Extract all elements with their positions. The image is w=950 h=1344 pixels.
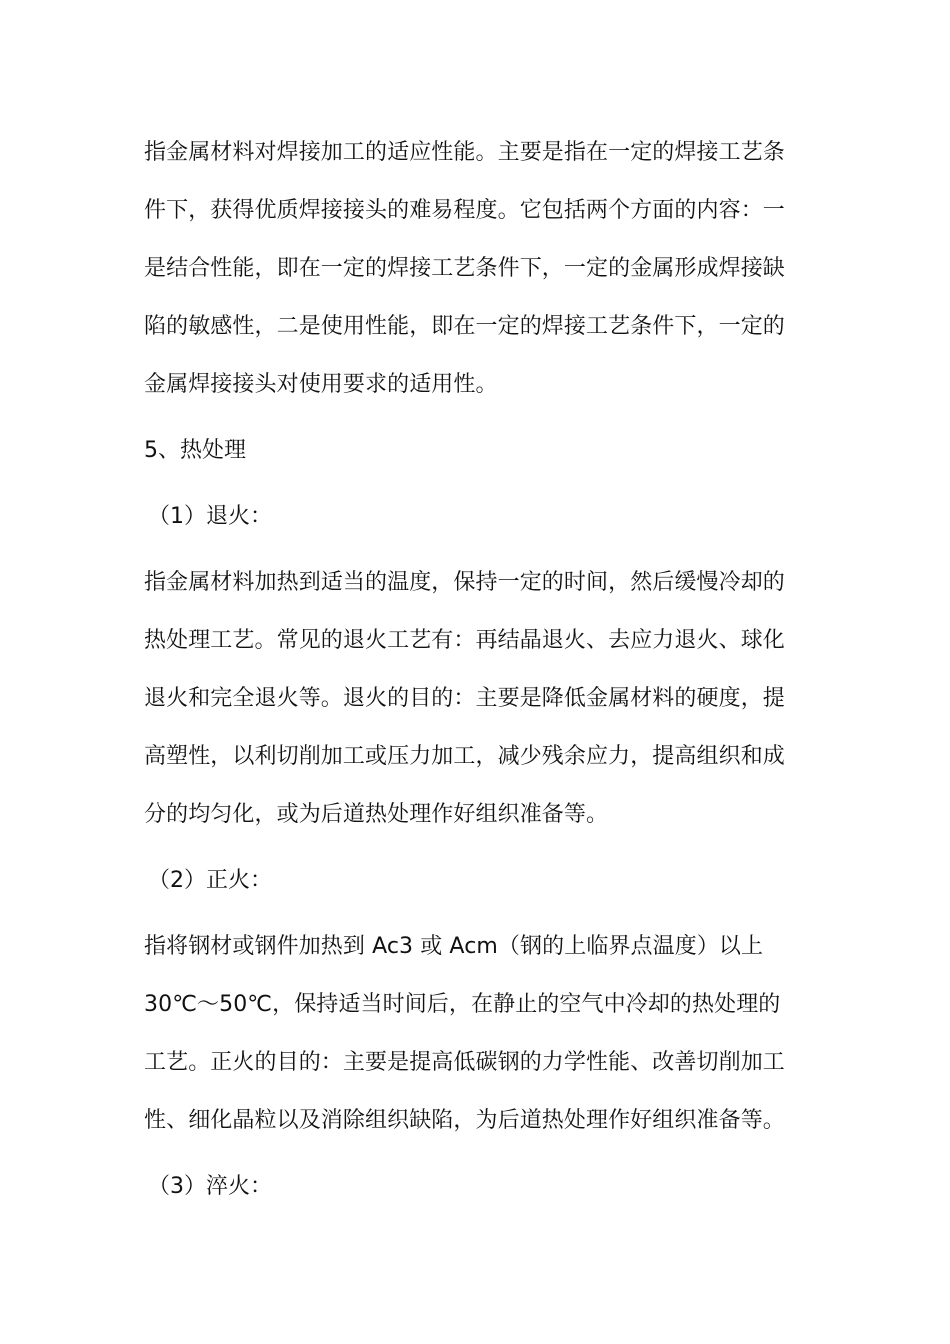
subsection-title-quenching: （3）淬火：	[148, 1174, 272, 1199]
text-line: 分的均匀化，或为后道热处理作好组织准备等。	[144, 802, 609, 827]
text-line: 热处理工艺。常见的退火工艺有：再结晶退火、去应力退火、球化	[144, 628, 785, 653]
intro-paragraph	[144, 124, 794, 414]
subsection-title-normalizing: （2）正火：	[148, 868, 272, 893]
text-line: 指金属材料加热到适当的温度，保持一定的时间，然后缓慢冷却的	[144, 570, 785, 595]
annealing-paragraph	[144, 554, 794, 844]
normalizing-paragraph	[144, 918, 794, 1150]
document-content	[144, 124, 794, 1216]
text-line: 退火和完全退火等。退火的目的：主要是降低金属材料的硬度，提	[144, 686, 785, 711]
text-line: 件下，获得优质焊接接头的难易程度。它包括两个方面的内容：一	[144, 198, 785, 223]
text-line: 指金属材料对焊接加工的适应性能。主要是指在一定的焊接工艺条	[144, 140, 785, 165]
text-line: 高塑性，以利切削加工或压力加工，减少残余应力，提高组织和成	[144, 744, 785, 769]
spacer	[144, 910, 794, 918]
spacer	[144, 844, 794, 852]
text-line: 指将钢材或钢件加热到 Ac3 或 Acm（钢的上临界点温度）以上	[144, 934, 764, 959]
section-heading: 5、热处理	[144, 438, 246, 463]
text-line: 金属焊接接头对使用要求的适用性。	[144, 372, 498, 397]
subsection-title-annealing: （1）退火：	[148, 504, 272, 529]
text-line: 性、细化晶粒以及消除组织缺陷，为后道热处理作好组织准备等。	[144, 1108, 785, 1133]
spacer	[144, 1150, 794, 1158]
spacer	[144, 546, 794, 554]
text-line: 陷的敏感性，二是使用性能，即在一定的焊接工艺条件下，一定的	[144, 314, 785, 339]
text-line: 30℃～50℃，保持适当时间后，在静止的空气中冷却的热处理的	[144, 992, 781, 1017]
text-line: 工艺。正火的目的：主要是提高低碳钢的力学性能、改善切削加工	[144, 1050, 785, 1075]
text-line: 是结合性能，即在一定的焊接工艺条件下，一定的金属形成焊接缺	[144, 256, 785, 281]
spacer	[144, 480, 794, 488]
spacer	[144, 414, 794, 422]
